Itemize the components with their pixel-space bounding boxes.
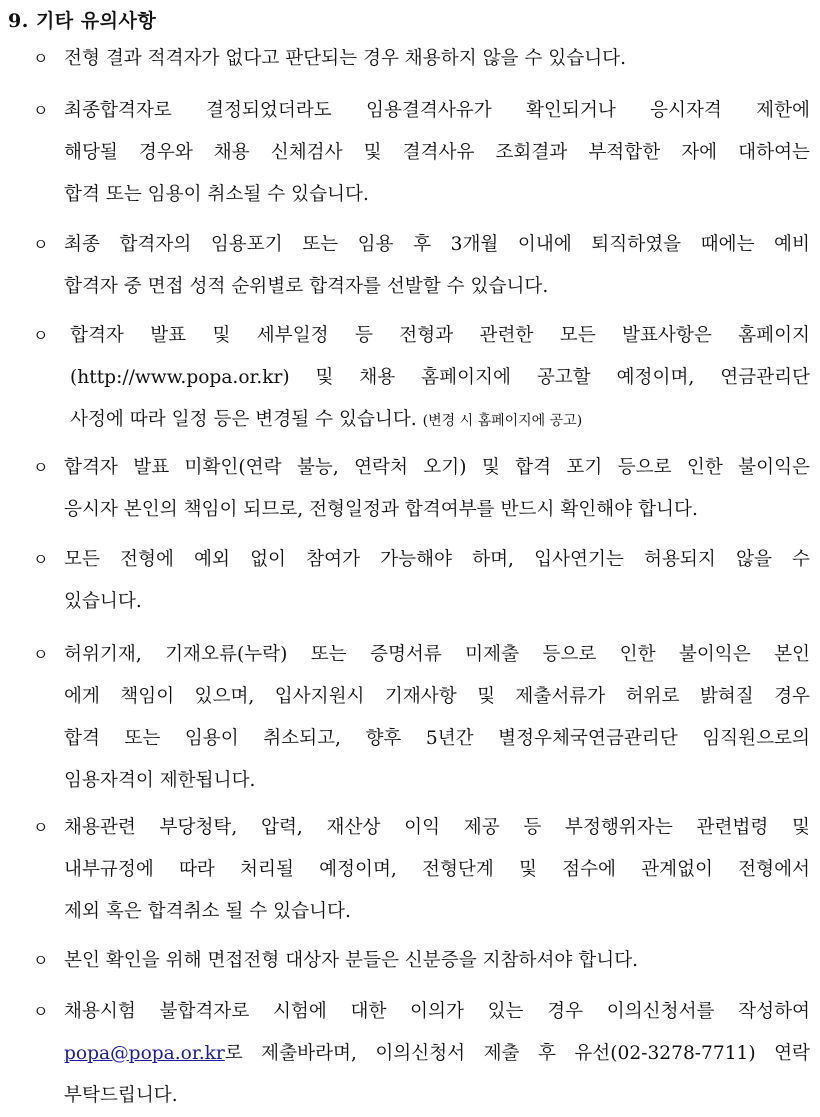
bullet-icon: ㅇ	[33, 458, 49, 477]
bullet-icon: ㅇ	[33, 818, 49, 837]
item-text-line-with-email	[64, 1033, 810, 1075]
bullet-icon: ㅇ	[33, 645, 49, 664]
item-text-line: 합격 또는 임용이 취소되고, 향후 5년간 별정우체국연금관리단 임직원으로의	[64, 728, 810, 749]
item-text-line: 모든 전형에 예외 없이 참여가 가능해야 하며, 입사연기는 허용되지 않을 수	[64, 549, 810, 570]
item-text-line: 내부규정에 따라 처리될 예정이며, 전형단계 및 점수에 관계없이 전형에서	[64, 859, 810, 880]
item-text-line: 합격자 발표 미확인(연락 불능, 연락처 오기) 및 합격 포기 등으로 인한 불이익은	[64, 457, 810, 478]
item-text: 사정에 따라 일정 등은 변경될 수 있습니다.	[70, 409, 417, 430]
bullet-icon: ㅇ	[33, 101, 49, 120]
item-text-line: 채용관련 부당청탁, 압력, 재산상 이익 제공 등 부정행위자는 관련법령 및	[64, 817, 810, 838]
item-text-line: 채용시험 불합격자로 시험에 대한 이의가 있는 경우 이의신청서를 작성하여	[64, 1001, 810, 1022]
item-text-line: 응시자 본인의 책임이 되므로, 전형일정과 합격여부를 반드시 확인해야 합니다.	[64, 499, 698, 520]
item-text-line: 최종 합격자의 임용포기 또는 임용 후 3개월 이내에 퇴직하였을 때에는 예비	[64, 234, 810, 255]
item-text-line: 제외 혹은 합격취소 될 수 있습니다.	[64, 901, 351, 922]
bullet-icon: ㅇ	[33, 550, 49, 569]
item-text-line: 전형 결과 적격자가 없다고 판단되는 경우 채용하지 않을 수 있습니다.	[64, 48, 627, 69]
item-text-line: 합격자 발표 및 세부일정 등 전형과 관련한 모든 발표사항은 홈페이지	[70, 325, 810, 346]
item-text-line: 있습니다.	[64, 591, 142, 612]
item-text-line: 부탁드립니다.	[64, 1085, 178, 1106]
bullet-icon: ㅇ	[33, 49, 49, 68]
bullet-icon: ㅇ	[33, 326, 49, 345]
item-text: 로 제출바라며, 이의신청서 제출 후 유선(02-3278-7711) 연락	[224, 1043, 810, 1064]
item-text-line: 임용자격이 제한됩니다.	[64, 770, 256, 791]
item-text-line: 최종합격자로 결정되었더라도 임용결격사유가 확인되거나 응시자격 제한에	[64, 100, 810, 121]
change-note: (변경 시 홈페이지에 공고)	[422, 413, 583, 429]
item-text-line-with-note	[70, 399, 810, 441]
section-title: 9. 기타 유의사항	[8, 10, 157, 32]
item-text-line: 합격 또는 임용이 취소될 수 있습니다.	[64, 184, 369, 205]
bullet-icon: ㅇ	[33, 1002, 49, 1021]
item-text-line: 해당될 경우와 채용 신체검사 및 결격사유 조회결과 부적합한 자에 대하여는	[64, 142, 810, 163]
item-text-line: 합격자 중 면접 성적 순위별로 합격자를 선발할 수 있습니다.	[64, 276, 549, 297]
item-text-line: (http://www.popa.or.kr) 및 채용 홈페이지에 공고할 예정이며, 연금관리단	[70, 367, 810, 388]
bullet-icon: ㅇ	[33, 235, 49, 254]
item-text-line: 허위기재, 기재오류(누락) 또는 증명서류 미제출 등으로 인한 불이익은 본인	[64, 644, 810, 665]
item-text-line: 본인 확인을 위해 면접전형 대상자 분들은 신분증을 지참하셔야 합니다.	[64, 950, 639, 971]
email-link[interactable]: popa@popa.or.kr	[64, 1043, 225, 1064]
item-text-line: 에게 책임이 있으며, 입사지원시 기재사항 및 제출서류가 허위로 밝혀질 경우	[64, 686, 810, 707]
bullet-icon: ㅇ	[33, 951, 49, 970]
